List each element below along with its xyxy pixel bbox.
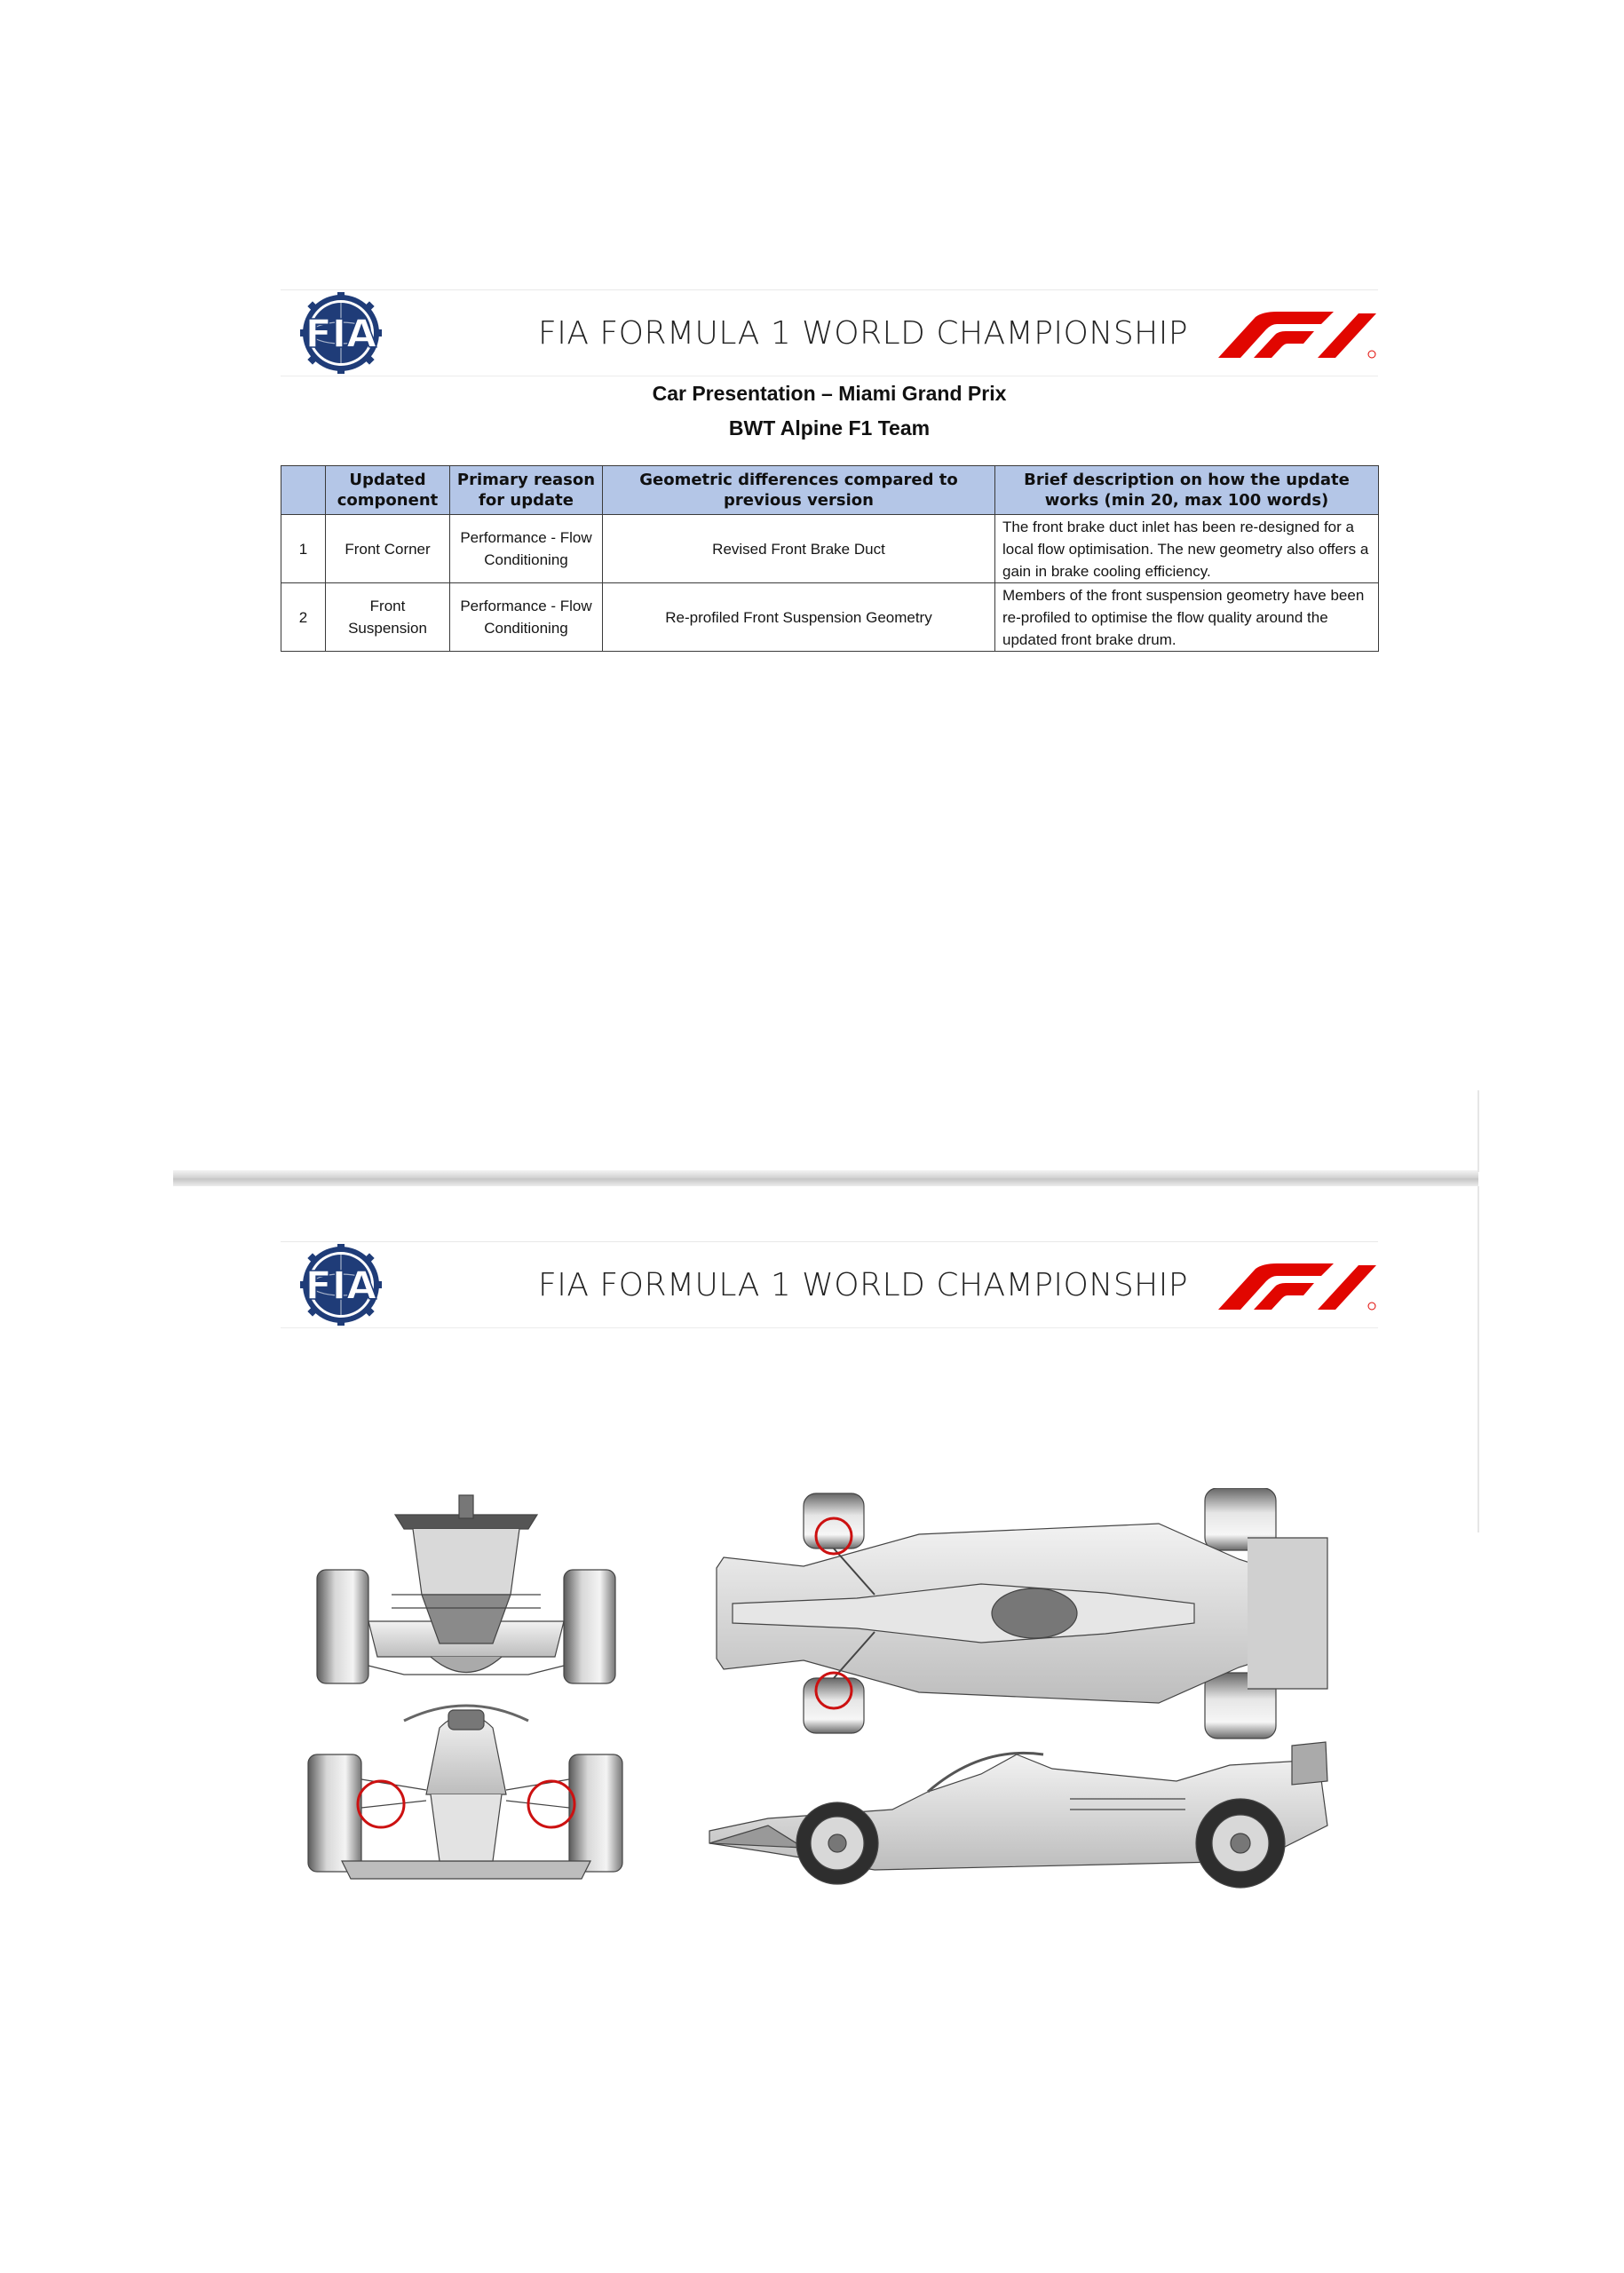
championship-banner bbox=[281, 289, 1378, 376]
row-geometry: Revised Front Brake Duct bbox=[603, 515, 995, 583]
side-view-drawing bbox=[709, 1742, 1327, 1888]
header-description: Brief description on how the update works (min 20, max 100 words) bbox=[995, 466, 1379, 515]
page-separator bbox=[173, 1170, 1478, 1186]
table-row bbox=[281, 583, 1379, 652]
presentation-title: Car Presentation – Miami Grand Prix bbox=[652, 382, 1007, 405]
row-number: 2 bbox=[281, 583, 326, 652]
car-drawings bbox=[306, 1488, 1345, 1905]
team-name: BWT Alpine F1 Team bbox=[728, 416, 931, 440]
page-edge bbox=[1477, 1090, 1479, 1172]
championship-banner bbox=[281, 1241, 1378, 1328]
row-geometry: Re-profiled Front Suspension Geometry bbox=[603, 583, 995, 652]
row-component: Front Suspension bbox=[326, 583, 450, 652]
f1-logo bbox=[1200, 1262, 1378, 1311]
row-reason: Performance - Flow Conditioning bbox=[450, 515, 603, 583]
fia-logo bbox=[279, 1244, 403, 1326]
header-index bbox=[281, 466, 326, 515]
row-component: Front Corner bbox=[326, 515, 450, 583]
table-header-row bbox=[281, 466, 1379, 515]
header-component: Updated component bbox=[326, 466, 450, 515]
banner-title: FIA FORMULA 1 WORLD CHAMPIONSHIP bbox=[538, 1267, 1189, 1303]
update-table bbox=[281, 465, 1379, 652]
page-edge bbox=[1477, 1186, 1479, 1532]
row-number: 1 bbox=[281, 515, 326, 583]
row-description: The front brake duct inlet has been re-designed for a local flow optimisation. The new geometry also offers a gain in brake cooling efficiency. bbox=[995, 515, 1379, 583]
fia-logo bbox=[279, 292, 403, 374]
rear-wheel bbox=[1196, 1799, 1285, 1888]
top-view-drawing bbox=[717, 1488, 1327, 1738]
banner-title: FIA FORMULA 1 WORLD CHAMPIONSHIP bbox=[538, 315, 1189, 352]
header-reason: Primary reason for update bbox=[450, 466, 603, 515]
fia-logo-text: FIA bbox=[305, 1263, 377, 1309]
f1-logo bbox=[1200, 310, 1378, 360]
row-description: Members of the front suspension geometry have been re-profiled to optimise the flow quality around the updated front brake drum. bbox=[995, 583, 1379, 652]
front-wheel bbox=[796, 1802, 878, 1884]
row-reason: Performance - Flow Conditioning bbox=[450, 583, 603, 652]
header-geometry: Geometric differences compared to previous version bbox=[603, 466, 995, 515]
table-row bbox=[281, 515, 1379, 583]
front-view-drawing bbox=[308, 1706, 622, 1879]
fia-logo-text: FIA bbox=[305, 312, 377, 357]
rear-view-drawing bbox=[317, 1495, 615, 1683]
